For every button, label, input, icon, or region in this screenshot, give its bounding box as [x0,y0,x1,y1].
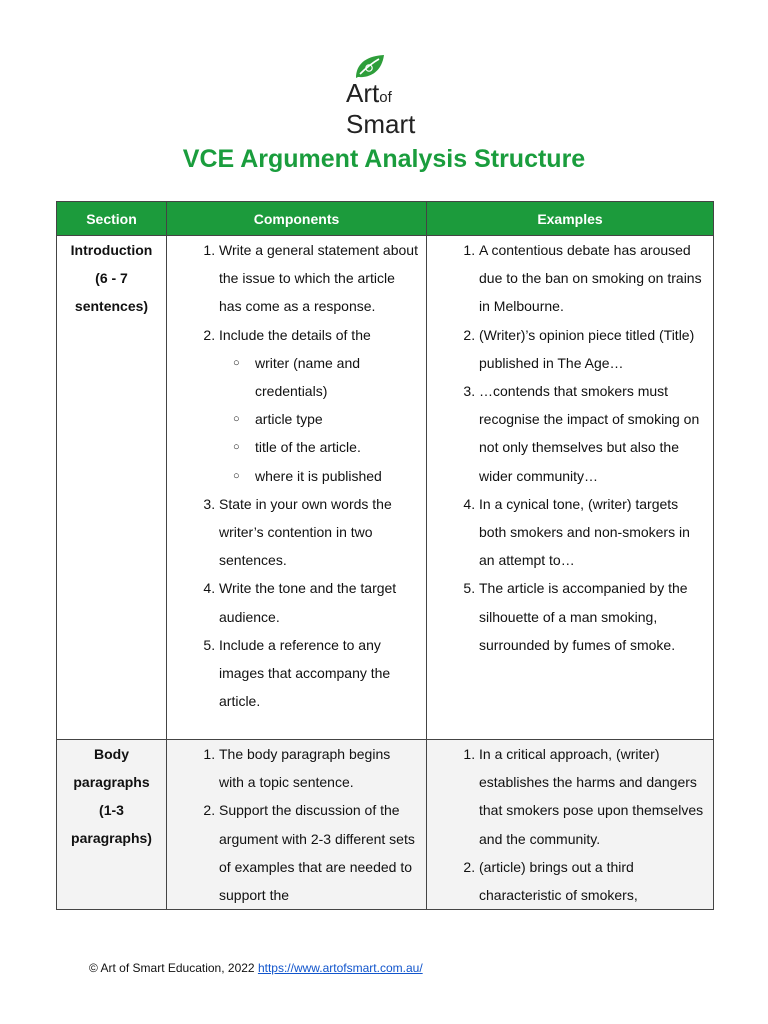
table-header-row [57,202,714,236]
components-body-paragraphs [167,740,427,910]
sub-list-item: ○ article type [255,405,418,433]
copyright-text: © Art of Smart Education, 2022 [89,961,258,975]
list-item: 3. …contends that smokers must recognise the impact of smoking on not only themselves but also the wider community… [479,377,705,490]
examples-body-paragraphs [427,740,714,910]
list-item: 2. (article) brings out a third characteristic of smokers, [479,853,705,909]
section-introduction: Introduction (6 - 7 sentences) [57,236,167,740]
components-introduction [167,236,427,740]
leaf-icon [352,54,386,80]
sub-list-item: ○ where it is published [255,462,418,490]
examples-introduction [427,236,714,740]
structure-table [56,201,714,910]
list-item: 2. Include the details of the ○ writer (name and credentials) ○ article type ○ title of the article. ○ where it is published [219,321,418,490]
footer [89,961,423,975]
list-item: 1. Write a general statement about the issue to which the article has come as a response. [219,236,418,321]
header-examples: Examples [427,202,714,236]
list-item: 4. Write the tone and the target audience. [219,574,418,630]
header-section: Section [57,202,167,236]
header-components: Components [167,202,427,236]
logo-wordmark: Artof Smart [346,78,416,139]
list-item: 2. (Writer)’s opinion piece titled (Title) published in The Age… [479,321,705,377]
section-body-paragraphs: Body paragraphs (1-3 paragraphs) [57,740,167,910]
art-of-smart-logo [346,54,426,138]
list-item: 5. Include a reference to any images that accompany the article. [219,631,418,716]
table-row-body-paragraphs [57,740,714,910]
sub-list-item: ○ writer (name and credentials) [255,349,418,405]
list-item: 1. A contentious debate has aroused due to the ban on smoking on trains in Melbourne. [479,236,705,321]
table-row-introduction [57,236,714,740]
sub-list-item: ○ title of the article. [255,433,418,461]
list-item: 5. The article is accompanied by the silhouette of a man smoking, surrounded by fumes of smoke. [479,574,705,659]
page-title: VCE Argument Analysis Structure [182,145,586,173]
list-item: 4. In a cynical tone, (writer) targets both smokers and non-smokers in an attempt to… [479,490,705,575]
list-item: 1. In a critical approach, (writer) establishes the harms and dangers that smokers pose upon themselves and the community. [479,740,705,853]
list-item: 3. State in your own words the writer’s contention in two sentences. [219,490,418,575]
website-link[interactable]: https://www.artofsmart.com.au/ [257,961,423,975]
list-item: 1. The body paragraph begins with a topic sentence. [219,740,418,796]
list-item: 2. Support the discussion of the argument with 2-3 different sets of examples that are needed to support the [219,796,418,909]
